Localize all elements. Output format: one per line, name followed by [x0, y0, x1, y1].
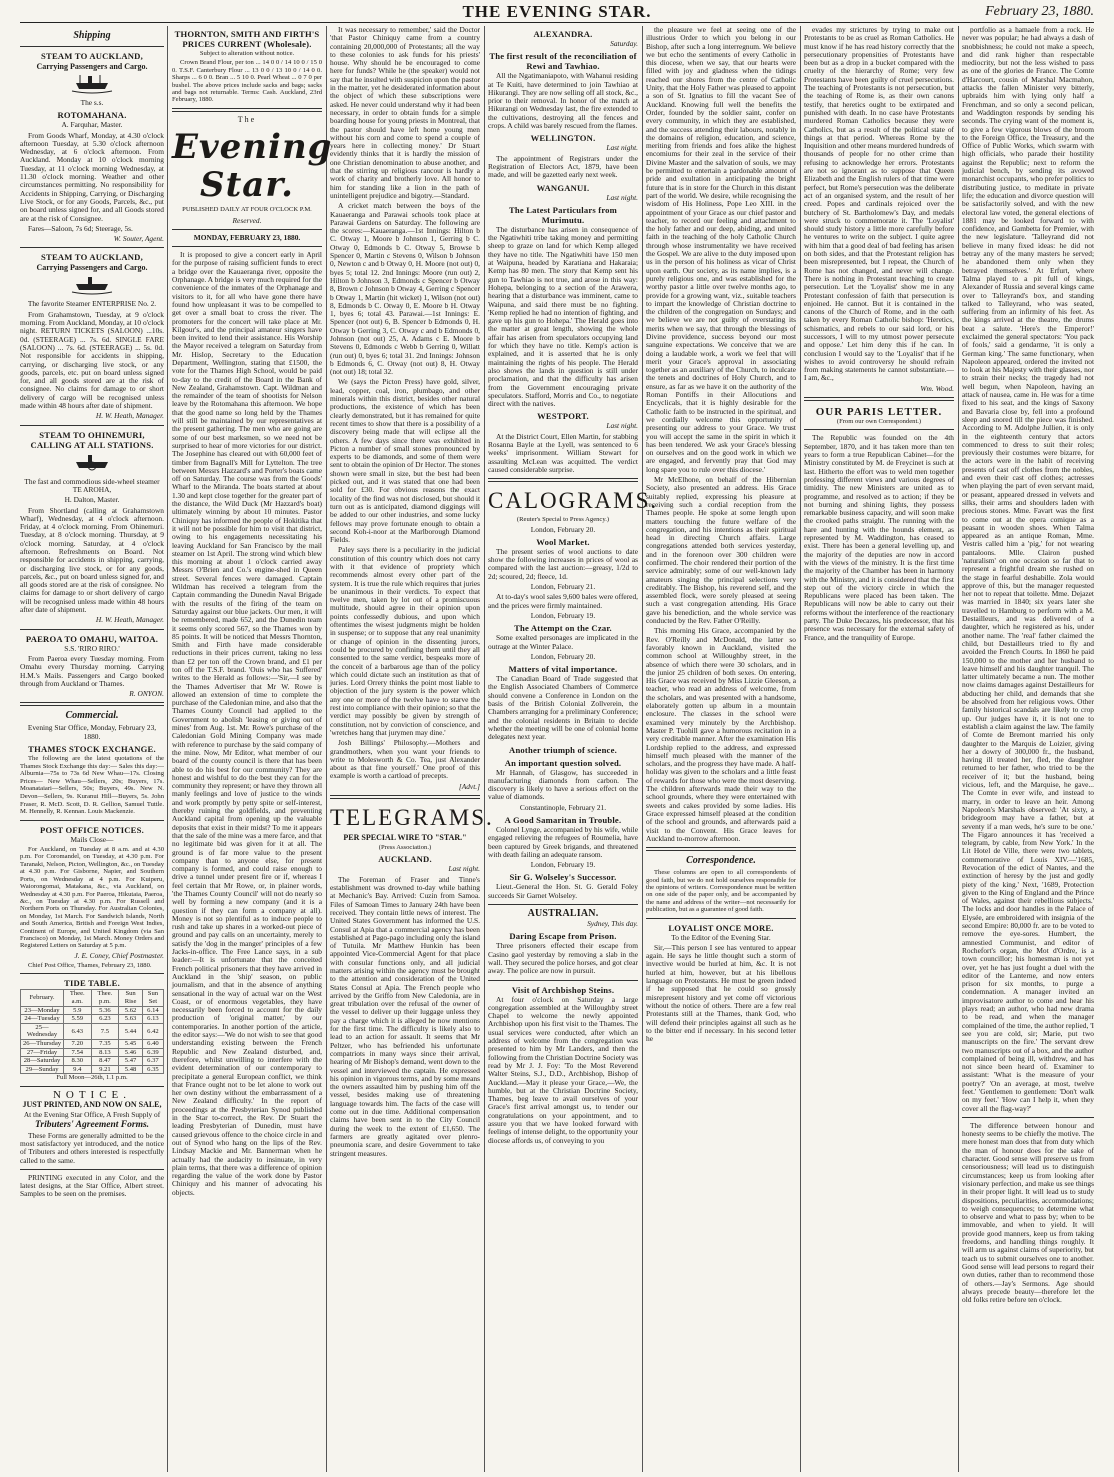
ad-heading: STEAM TO AUCKLAND, — [41, 252, 143, 263]
article-title: An important question solved. — [504, 757, 622, 768]
dateline: London, February 20. — [530, 524, 596, 534]
divider — [20, 46, 164, 47]
ad-fares: Fares—Saloon, 7s 6d; Steerage, 5s. — [28, 223, 133, 233]
article-body: At four o'clock on Saturday a large congregation assembled at the Willoughby street Chapel to welcome the newly appointed Archbishop upon his first visit to the Thames. The usual services were conducted, after which an address of welcome from the congregation was presented to him by Mr Landers, and then the following from the Christian Doctrine Society was read by Mr J. J. Foy: 'To the Most Reverend Walter Steins, S.J., D.D., Archbishop, Bishop of Auckland.—May it please your Grace,—We, the humble, but at the Christian Doctrine Society, Thames, beg leave to avail ourselves of your Grace's first arrival amongst us, to tender our congratulations on your appointment, and to assure you that we have looked forward with feelings of intense delight, to the opportunity your diocese affords us, of conveying to you — [488, 994, 638, 1145]
table-row — [21, 1048, 164, 1057]
table-cell: 6.13 — [142, 1015, 163, 1024]
post-office-notices: For Auckland, on Tuesday at 8 a.m. and at 4.30 p.m. For Coromandel, on Tuesday, at 4.30 p.m. For Taranaki, Nelson, Picton, Wellington, &c., on Tuesday at 4.30 p.m. For Gisborne, Napier, and Southern Ports, on Wednesday at 4 p.m. For Kuiperu, Waiorongomai, Matakana, &c., via Auckland, on Wednesday at 4.30 p.m. For Paeroa, Hikutaia, Paeroa, &c., on Tuesday at 4.30 p.m. For Russell and Northern Ports on Thursday. For Australian Colonies, on Monday, 1st March. For Sandwich Islands, North and South America, British and Foreign West Indies, Continent of Europe, and United Kingdom (via San Francisco) on Monday, 1st March. Money Orders and Registered Letters on Saturday at 5 p.m. — [20, 846, 164, 950]
section-subheading: PER SPECIAL WIRE TO "STAR." — [343, 833, 467, 843]
article-body: A cricket match between the boys of the Kauaeranga and Parawai schools took place at Parawai Gardens on Saturday. The following are the scores:—Kauaeranga.—1st Innings: Hilton b C. Otway 1, Moore b Johnson 1, Gerring b C. Otway 0, Edmonds b C. Otway 5, Browse b Spencer 0, Martin c Stevens 0, Wilson b Johnson 0, Newton c and b Otway 0, H. Moore (not out) 0, byes 5; total 12. 2nd Innings: Moore (run out) 2, Hilton b Johnson 3, Edmonds c Spencer b Otway 8, Brown c Johnson b Otway 4, Gerring c Spencer b Otway 1, Martin (hit wicket) 1, Wilson (not out) 8, Edmonds b C. Otway 0, E. Moore b H. Otway 1, byes 6; total 43. Parawai.—1st Innings: E. Spencer (not out) 6, B. Spencer b Edmonds 0, H. Otway b Gerring 3, C. Otway c and b Edmonds 0, Johnson (not out) 25, A. Adams c E. Moore b Stevens 0, Edmonds c Webb b Gerring 0, Willatt (run out) 0, byes 6; total 31. 2nd Innings: Johnson b Edmonds 6, C. Otway (not out) 8, H. Otway (not out) 18; total 32. — [330, 201, 480, 377]
article-body: At to-day's wool sales 9,600 bales were offered, and the prices were firmly maintained. — [488, 592, 638, 610]
divider — [20, 1086, 164, 1087]
article-title: Matters of vital importance. — [508, 664, 618, 675]
column-5 — [646, 26, 796, 1472]
article-body: The Republic was founded on the 4th September, 1870, and it has taken more than ten years to form a true Republican Cabinet—for the Ministry constituted by M. de Freycinet is such at last. Hitherto the effort was to weld men together professing different views and various degrees of timidity. The new Ministers are united as to programme, and resolved as to action; if they be not burning and shining lights, they possess remarkable business capacity, and will soon make the crooked paths straight. The running with the hare and hunting with the hounds element, as represented by M. Waddington, has ceased to exist. There has been a general levelling up, and the majority of the deputies are now in accord with the views of the ministry. It is the first time the majority of the Chamber has been in harmony with the Ministry, and it is considered that the first step out of the victory circle in which the Republicans were placed has been taken. The Republicans will now be able to carry out their reforms without the interference of the reactionary party. The Duke Decazes, his predecessor, that his presence was necessary for the external safety of France, and the tranquility of Europe. — [804, 433, 954, 642]
article-body: The disturbance has arisen in consequence of the Ngatiwhiti tribe taking money and permitting sheep to graze on land for which Kemp alleged they have no title. The Ngatiwhiti have 150 men at Waipuna, headed by Karatiana and Hakaraia; Kemp has 80 men. The story that Kemp sent his gun to Tawhiao is not true, and arose in this way: Hohepa, belonging to a section of the Arawera, hearing that a disturbance was imminent, came to Waipuna, and said there must be no fighting. 'Kemp replied he had no intention of fighting, and gave up his gun to Hohepa.' The Herald goes into the matter at great length, showing the whole affair has arisen from speculators occupying land for which they have no title. Kemp's action is explained, and it is asserted that he is only maintaining the rights of his people. The Herald also shows the lands in question is still under proclamation, and that the difficulty has arisen from the Government encouraging private speculators. Stafford, Morris and Co., to negotiate direct with the natives. — [488, 224, 638, 409]
section-heading-shipping: Shipping — [73, 30, 111, 41]
editorial-note: These columns are open to all correspondents of good faith, but we do not hold ourselves responsible for the opinions of writers. Correspondence must be written on one side of the paper only, and be accompanied by the name and address of the writer—not necessarily for publication, but as a guarantee of good faith. — [646, 869, 796, 914]
table-row — [21, 1065, 164, 1074]
divider — [646, 847, 796, 851]
table-cell: 5.59 — [64, 1015, 91, 1024]
ad-subheading: Carrying Passengers and Cargo. — [36, 263, 148, 273]
divider — [488, 904, 638, 905]
table-row — [21, 1023, 164, 1039]
article-body: Lieut.-General the Hon. St. G. Gerald Foley succeeds Sir Garnet Wolseley. — [488, 882, 638, 900]
article-heading: POST OFFICE NOTICES. — [40, 824, 144, 835]
table-header-cell: Thee. a.m. — [64, 990, 91, 1006]
ship-name: ROTOMAHANA. — [57, 110, 127, 121]
article-title: Daring Escape from Prison. — [509, 931, 617, 942]
divider — [804, 397, 954, 401]
publication-note: PUBLISHED DAILY AT FOUR O'CLOCK P.M. — [182, 206, 312, 214]
letter-salutation: To the Editor of the Evening Star. — [671, 932, 771, 942]
article-heading: AUCKLAND. — [378, 854, 432, 865]
signature: Wm. Wood. — [920, 383, 954, 393]
table-header-cell: Thee. p.m. — [91, 990, 119, 1006]
ad-heading: PAEROA TO OMAHU, WAITOA. — [25, 633, 159, 644]
timestamp: Last night. — [448, 864, 480, 874]
table-cell: 6.43 — [64, 1023, 91, 1039]
table-cell: 5.48 — [119, 1065, 143, 1074]
divider — [20, 973, 164, 974]
divider — [20, 247, 164, 248]
notice-title: NOTICE. — [52, 1088, 132, 1101]
prices-current: Crown Brand Flour, per ton ... 14 0 0 / 14 10 0 / 15 0 0. T.S.F. Canterbury Flour ... 13 0 0 / 13 10 0 / 14 0 0. Sharps ... 6 0 0. Bran ... 5 10 0. Pearl Wheat ... 0 7 0 per bushel. The above prices include sacks and bags; sacks and bags not returnable. Terms: Cash. Auckland, 23rd February, 1880. — [172, 59, 322, 104]
article-heading: WANGANUI. — [536, 182, 590, 193]
table-cell: 6.39 — [142, 1048, 163, 1057]
ad-heading: STEAM TO AUCKLAND, — [41, 51, 143, 61]
reserved-note: Reserved. — [232, 215, 262, 225]
timestamp: Sydney, This day. — [587, 919, 638, 929]
article-body: The Foreman of Fraser and Tinne's establishment was drowned to-day while bathing at Mechanic's Bay. Arrived: Cuzin from Samoa. Files of Samoan Times to January 24th have been received. They contain little news of interest. The United States Government has informed the U.S. Consul at Apia that a commercial agency has been established at Pago-pago including only the island of Tutuila. Mr Matthew Hunkin has been appointed Vice-Commercial Agent for that place with consular functions only, and all judicial matters arising within the agency must be brought to the attention and consideration of the United States Consul at Apia. The French people who arrived by the Griffo from New Caledonia, are in great tribulation over the refusal of the owner of the vessel to deliver up their luggage unless they pay a charge which it is alleged he now mentions for the first time. The difficulty is likely also to lead to an action for assault. It seems that Mr Peltzer, who has befriended his unfortunate compatriots in many ways since their arrival, hearing of Mr Bishop's demand, went down to the vessel and interviewed the captain. He expressed his opinion in vigorous terms, and by some means the owners assaulted him by pushing him off the vessel, besides making use of threatening language towards him. The facts of the case will come out in due time. Additional compensation claims have been sent in to the City Council during the week to the extent of £1,650. The farmers are greatly agitated over plenro-pneumonia scare, and desire Government to take stringent measures. — [330, 874, 480, 1158]
ad-body: From Shortland (calling at Grahamstown Wharf), Wednesday, at 4 o'clock afternoon. Friday, at 4 o'clock morning. From Ohinemuri. Tuesday, at 8 o'clock morning. Thursday, at 9 o'clock morning. Saturday, at 4 o'clock afternoon. Refreshments on Board. Not responsible for accidents in shipping, carrying, or discharging live stock, or for any goods, parcels, &c., put on board unless signed for, and all goods stored are at the risk of consignee. No claims for damage to or short delivery of cargo will be recognised unless made within 48 hours after date of shipment. — [20, 505, 164, 615]
table-cell: 8.13 — [91, 1048, 119, 1057]
ad-body: From Paeroa every Tuesday morning. From Omahu every Thursday morning. Carrying H.M.'s Mails. Passengers and Cargo booked through from Auckland or Thames. — [20, 653, 164, 688]
notice-subtitle: JUST PRINTED, AND NOW ON SALE, — [22, 1100, 162, 1110]
ship-name: S.S. 'RIRO RIRO.' — [64, 643, 120, 653]
table-cell: 6.42 — [142, 1023, 163, 1039]
issue-date: February 23, 1880. — [985, 4, 1094, 19]
article-heading: AUSTRALIAN. — [527, 908, 599, 920]
divider — [488, 478, 638, 482]
dateline: London, February 19. — [530, 860, 596, 870]
timestamp: Last night. — [606, 421, 638, 431]
table-cell: 5.9 — [64, 1006, 91, 1015]
article-body: All the Ngatimaniapoto, with Wahanui residing at Te Kuiti, have determined to join Tawhiao at Hikurangi. They are now selling off all stock, &c., prior to their removal. In honor of the match at Hikurangi on Wednesday last, the fire extended to the cultivations, destroying all the fences and crops. A child was barely rescued from the flames. — [488, 71, 638, 131]
article-body: Paley says there is a peculiarity in the judicial constitution of this country which does not carry with it that evidence of propriety which recommends almost every other part of the system. It is true the rule which requires that juries be unanimous in their verdicts. To expect that twelve men, taken by lot out of a promiscuous multitude, should agree in their opinion upon points confessedly dubious, and upon which oftentimes the wisest judgments might be holden in suspense; or to suppose that any real unanimity or change of opinion in the dissenting jurors, could be procured by confining them until they all consented to the same verdict, bespeaks more of the conceit of a barbarous age than of the policy which could dictate such an institution as that of juries. Lord Orrery thinks the point most liable to objection of the jury system is the power which any one or more of the twelve have to starve the rest into compliance with their opinion; so that the verdict may possibly be given by strength of constitution, not by conviction of conscience, and 'wretches hang that jurymen may dine.' — [330, 545, 480, 737]
ship-name: The favorite Steamer ENTERPRISE No. 2. — [27, 299, 157, 309]
section-heading-calograms: CALOGRAMS. — [488, 488, 659, 514]
divider — [646, 918, 796, 919]
column-rule — [958, 26, 959, 1472]
masthead-the: The — [237, 114, 257, 124]
ad-agent: R. ONYON. — [129, 689, 164, 699]
article-title: Visit of Archbishop Steins. — [511, 984, 615, 995]
dateline: Evening Star Office, Monday, February 23, 1880. — [27, 723, 157, 741]
table-cell: 8.30 — [64, 1057, 91, 1066]
table-cell: 9.21 — [91, 1065, 119, 1074]
article-heading: TIDE TABLE. — [64, 978, 120, 989]
column-7 — [962, 26, 1094, 1472]
table-cell: 6.23 — [91, 1015, 119, 1024]
article-body: Josh Billings' Philosophy.—Mothers and grandmothers, when you want your friends to write to Molesworth & Co. Tea, just Alexander about as that fine yourself.' One proof of this example is worth a cartload of precepts. — [330, 738, 480, 781]
article-body: portfolio as a hamaele from a rock. He never was popular; he had always a dash of snobbishness; he could not make a speech, and did rank higher than respectable mediocrity, but not the less wished to pass as one of the glories de France. The Comte d'Harcourt, cousin of Marshal Macmahon, attacks the fallen Minister very bitterly, upbraids him with lying only half a Frenchman, and so only a second pelican, and Waddington responds by sending his seconds. The crying want of the moment is, to give a few vigorous blows of the broom to the Foreign Office, the Treasury, and the Office of Public Works, which swarm with high officials, who parade their hostility against the Republic; next to reform the judicial bench, by sending its avowed monarchist occupants, who prefer politics to distributing justice, to meditate in private life; the education and divorce question will be satisfactorily solved, and with the new electoral law voted, the general elections of 1881 may be looked forward to with confidence, and Gambetta for Premier, with the new legislature. 'Talleyrand did not believe in many fixed ideas: he did not betray any of the many masters he served; he abandoned them only when they betrayed themselves.' At Erfurt, where Talma played to a pit full of kings, Alexander of Russia and several kings came over to Talleyrand's box, and standing talked to Talleyrand, who was seated, suffering from an infirmity of his feet. As the kings arrived at the theatre, the drums beat a salute. 'Here's the Emperor!' exclaimed the general spectators: 'You pack of fools,' said a gendarme, 'it is only a German king.' The same functionary, when Napoleon appeared, ordered the invited not to look at his Majesty with their glasses, nor to strain their necks; the tragedy had not well begun, when Napoleon, having an attack of nausea, came in. He was for a time fixed to his seat, and the kings of Saxony and Bavaria close by, fell into a profound sleep and snored till the piece was finished. According to M. Adolphe Jullien, it is only in the eighteenth century that actors commenced to dress to suit their roles; previously their costumes were bizarre, for the actors were in the habit of receiving presents of cast off clothes from the nobles, and even their cast off clothes; actresses when playing the part of even servant maid, or peasant, appeared dressed in velvets and silks, their arms and shoulders laden with precious stones. Mme. Favart was the first to come out at the opera comique as a peasant in wooden shoes. When Talma appeared as an antique Roman, Mme. Vestris called him a 'pig,' for not wearing pantaloons. Mlle. Clairon pushed 'naturalism' on one occasion so far that to represent a frightful dream she rushed on the stage in fearful deshabille. Zola would approve of this, but the manager requested her not to repeat that toilette. Mme. Dejazet was married in 1840; six years later she travelled to Hamburg to perform with a M. Destailleurs, and was delivered of a daughter, which he registered as his, under another name. The 'real' father claimed the child, but Destailleurs tried to fly and avoided the French Courts. In 1860 he paid 150,000 to the mother and her husband to leave himself and his daughter tranquil. The latter ultimately became a nun. The mother now claims damages against Destailleurs for abducting her child, and demands that she be absolved from her religious vows. Other family historical scandals are likely to crop up. Our judges have it, it is not one to establish a claim against the law. The family of Comte de Bremont married his only daughter to the Marquis de Loizier, giving her a dowry of 300,000 fr., the husband, having ill treated her, fled, the daughter returned to her father, who tried to be the receiver of it; but the husband, being vicious, left, and the Marquise, he gave... The Comte in ever wife, and instead to marry, in order to leave an heir. Among Napoleon's Marshals observed: 'At sixty, a bridegroom may have a father, but at seventy if a man weds, he's sure to be one.' The Figaro announces it has 'received a telegram, by cable, from New York.' In the Lit Hotel de Ville, there were two tablets, commemorative of Louis XIV.—'1685, Revocation of the edict of Nantes, and the extinction of heresy by the just and godly piety of the king.' Next, '1689, Protection given to the King of England and the Prince of Wales, against their rebellious subjects.' The locks and door handles in the Palace of Elysée, are embroidered with insignia of the second Empire: 80,000 fr. are to be voted to remove the eye-sores. Humbert, the amnestied Communist, and editor of Rochefort's organ, the Mot d'Ordre, is a town councillor; his homesman is not yet over, yet he has just fought a duel with the editor of the Lanterne, and now enters prison for six months, to purge a condemnation. A manager invited an improvisatore author to come and hear his plays read; an author, who had new drama to be read, and when the manager complained of the time, the author replied, 'I see you are cold, sir; Marie, put two manuscripts on the fire.' The servant drew two manuscripts out of a box, and the author complained of being ill, withdrew, and has not since been heard of. Examiner to assistant: 'What is the measure of your poetry?' 'On an average, at most, twelve feet.' 'Gentlemen to gentlemen: 'Don't walk on my feet.' 'How can I help it, when they cover all the flag-way?' — [962, 25, 1094, 1113]
article-body: Some exalted personages are implicated in the outrage at the Winter Palace. — [488, 633, 638, 651]
table-cell: 8.47 — [91, 1057, 119, 1066]
divider — [804, 429, 954, 430]
article-body: Colonel Lynge, accompanied by his wife, while engaged relieving the refugees of Roumelia, have been captured by Greek brigands, and threatened with death failing an adequate ransom. — [488, 825, 638, 859]
tide-table — [20, 989, 164, 1074]
table-cell: 7.54 — [64, 1048, 91, 1057]
ship-master: H. Dalton, Master. — [64, 495, 120, 505]
steamship-icon — [70, 452, 114, 476]
dateline: Chief Post Office, Thames, February 23, 1880. — [28, 962, 152, 970]
divider — [172, 108, 322, 112]
table-cell: 7.5 — [91, 1023, 119, 1039]
section-heading-telegrams: TELEGRAMS. — [330, 805, 494, 831]
table-cell: 29—Sunday — [21, 1065, 64, 1074]
article-body: Mr Hannah, of Glasgow, has succeeded in manufacturing diamonds from carbon. The discovery is likely to have a serious effect on the value of diamonds. — [488, 767, 638, 802]
newspaper-title: THE EVENING STAR. — [462, 2, 652, 21]
signature: J. E. Coney, Chief Postmaster. — [74, 950, 164, 960]
ad-agent: W. Souter, Agent. — [113, 234, 164, 244]
divider — [20, 820, 164, 821]
article-body: The Canadian Board of Trade suggested that the English Associated Chambers of Commerce should convene a Conference in London on the basis of the British Colonial Zollverein, the Chambers arranging for a preliminary Conference; and the colonial residents in Britain to decide whether the meeting will be one of colonial home delegates next year. — [488, 674, 639, 742]
dateline: London, February 19. — [530, 610, 596, 620]
ad-heading: THORNTON, SMITH AND FIRTH'S PRICES CURRENT (Wholesale). — [174, 29, 320, 49]
steamship-icon — [70, 73, 114, 97]
divider — [20, 425, 164, 426]
table-cell: 5.44 — [119, 1023, 143, 1039]
divider — [330, 795, 480, 799]
divider — [20, 629, 164, 630]
article-body: Three prisoners effected their escape from Casino gaol yesterday by removing a slab in the wall. They secured the police horses, and got clear away. The police are now in pursuit. — [488, 941, 638, 976]
table-cell: 5.62 — [119, 1006, 143, 1015]
article-body: The present series of wool auctions to date show the following increases in prices of wool as compared with the last auction:—greasy, 1/2d to 2d; scoured, 2d; fleece, 1d. — [488, 546, 638, 581]
table-cell: 7.35 — [91, 1040, 119, 1049]
table-cell: 26—Thursday — [21, 1040, 64, 1049]
table-cell: 6.14 — [142, 1006, 163, 1015]
column-rule — [800, 26, 801, 1472]
table-cell: 28—Saturday — [21, 1057, 64, 1066]
tide-footnote: Full Moon—26th, 1.1 p.m. — [56, 1074, 128, 1082]
ad-agent: H. W. Heath, Manager. — [95, 615, 164, 625]
divider — [172, 229, 322, 230]
column-6 — [804, 26, 954, 1472]
divider — [962, 1117, 1094, 1118]
source-note: (Press Association.) — [378, 844, 432, 852]
column-4 — [488, 26, 659, 1472]
article-title: The Latest Particulars from Murimutu. — [508, 204, 618, 225]
letter-body: evades my strictures by trying to make out Protestants to be as cruel as Roman Catholics. He must know if he has read history correctly that the persecutionary propensities of Protestants have been but as a drop in a bucket compared with the cruelty of the hierarchy of Rome; very few Protestants have been guilty of cruel persecutions. The teaching of Protestants is not persecution, but the teaching of Rome is, as their own canons testify, that heretics ought to be extirpated and punished with death. In no case have Protestants murdered Roman Catholics because they were Catholics, but as a result of the political state of things at that period. Whereas Rome by the Inquisition and other means murdered hundreds of thousands of people for no other crime than refusing to acknowledge her errors. Protestants are not so ignorant as to suppose that Queen Elizabeth and the English rulers of that time were perfect, but Rome's persecution was the deliberate act of an organised system, and the result of her creed. Popes and cardinals rejoiced over the butchery of St. Bartholomew's Day, and medals were struck to commemorate it. The 'Loyalist' should study history a little more carefully before he ventures to write on the subject. I quite agree with him that a good deal of bad feeling has arisen on both sides, and that the Protestant religion has been misrepresented, but I repeat, the Church of Rome has not changed, and never will change. There is nothing in Protestant teaching to create persecution. Let the 'Loyalist' show me in any Protestant confession of faith that persecution is enjoined. He cannot. But it is contained in the canons of the Church of Rome, and in the oath taken by every Roman Catholic bishop: 'Heretics, schismatics, and rebels to our said lord, or his successors, I will to my utmost power persecute and oppose.' Let him deny this if he can. In conclusion I would say to the 'Loyalist' that if he wishes to avoid controversy he should refrain from making statements he cannot substantiate.—I am, &c., — [804, 25, 954, 383]
column-3 — [330, 25, 494, 1472]
article-heading: OUR PARIS LETTER. — [815, 406, 943, 419]
timestamp: Saturday. — [610, 39, 638, 48]
article-title: The Attempt on the Czar. — [514, 623, 612, 634]
article-heading: WESTPORT. — [537, 411, 589, 422]
table-cell: 5.46 — [119, 1048, 143, 1057]
article-heading: THAMES STOCK EXCHANGE. — [28, 744, 156, 755]
source-note: (Reuter's Special to Press Agency.) — [516, 516, 610, 524]
ship-name: The fast and commodious side-wheel steamer TE AROHA, — [24, 476, 160, 494]
article-body: The difference between honour and honesty seems to be chiefly the motive. The mere honest man does that from duty which the man of honour does for the sake of character. Good sense will preserve us from censoriousness; will lead us to distinguish circumstances; keep us from looking after visionary perfection, and make us see things in their proper light. It will lead us to study dispositions, peculiarities, accommodations; to weigh consequences; to determine what to observe and what to pass by; when to be immovable, and when to yield. It will provide good manners, keep us from taking freedoms, and handling things roughly. It will arm us against claims of superiority, but teach us to submit ourselves one to another. Good sense will lead persons to regard their own duties, rather than to recommend those of others.—Jay's Sermons. Age should always precede beauty—therefore let the old folks retire before ten o'clock. — [962, 1120, 1094, 1305]
column-rule — [326, 26, 327, 1472]
column-1 — [20, 26, 164, 1472]
section-heading-commercial: Commercial. — [65, 710, 119, 722]
masthead — [20, 0, 1094, 23]
article-title: Sir G. Wolseley's Successor. — [509, 872, 617, 883]
stock-quotes: The following are the latest quotations of the Thames Stock Exchange this day:— Sales this day:— Alburnia—75s to 73s 6d New Whau—17s. Closing Prices— New Whau—Sellers, 20s; Buyers, 17s. Moanataiari—Sellers, 50s; Buyers, 49s. New N. Devon—Sellers, 9s. Kuranui Hill—Buyers, 5s. John Fraser, R. McD. Scott, D. R. Gellion, Samuel Tuttle. M. Hennelly, R. Kennan. Louis Mackenzie. — [20, 755, 164, 816]
table-header-row — [21, 990, 164, 1006]
letter-body: Sir,—This person I see has ventured to appear again. He says he little thought such a storm of invective would be hurled at him, &c. It is not hurled at him, however, but at his libellous language on Protestants. He must be green indeed if he supposed that he could so grossly misrepresent history and yet come off victorious without the notice of others. There are a few real Protestants still at the Thames, thank God, who will defend their principles against all such as he to the bitter end if necessary. In his second letter he — [646, 942, 796, 1044]
article-heading: WELLINGTON. — [530, 133, 596, 144]
timestamp: Last night. — [606, 192, 638, 202]
notice-product: Tributers' Agreement Forms. — [34, 1120, 150, 1131]
ad-subheading: Carrying Passengers and Cargo. — [36, 62, 148, 71]
divider — [20, 1169, 164, 1170]
masthead-logo: Evening Star. — [172, 127, 333, 206]
ad-subheading: Subject to alteration without notice. — [199, 50, 295, 57]
table-row — [21, 1015, 164, 1024]
table-row — [21, 1006, 164, 1015]
article-body: It was necessary to remember,' said the Doctor 'that Pastor Chiniquy came from a country containing 20,000,000 of Protestants; all the way to these colonies to ask funds for his priests' house. Why should he be encouraged to come here for funds? While he (the speaker) would not say that he insulted with suspicion upon the pastor in the matter, yet he desiderated information about the object of which these subscriptions were asked. He never could understand why it had been necessary, in order to obtain funds for a simple boarding house for young priests in Montreal, that the pastor should have left home young men without his corn and come to spend a couple of years here in collecting money.' Dr Stuart evidently thinks that it is hardly the mission of one Christian denomination to abuse another, and that the stirring up religious rancour is hardly a work of charity and brotherly love. All honor to him for standing like a lion in the path of unintelligent prejudice and bigotry.—Standard. — [330, 25, 480, 200]
ad-body: From Grahamstown, Tuesday, at 9 o'clock morning. From Auckland, Monday, at 10 o'clock night. RETURN TICKETS (SALOON) ...10s. 0d. (STEERAGE) ... 7s. 6d. SINGLE FARE (SALOON) ... 7s. 6d. (STEERAGE) ... 5s. 0d. Not responsible for accidents in shipping, carrying, or discharging live stock, or any goods, parcels, etc. put on board unless signed for, and all goods stored are at the risk of consignee. No claims for damage to or short delivery of cargo will be recognised unless made within 48 hours after date of shipment. — [20, 309, 164, 411]
divider — [20, 702, 164, 706]
dateline: London, February 20. — [530, 651, 596, 661]
dateline: Constantinople, February 21. — [519, 802, 607, 812]
byline: (From our own Correspondent.) — [836, 418, 922, 426]
column-rule — [642, 26, 643, 1472]
notice-text: These Forms are generally admitted to be the most satisfactory yet introduced, and the notice of Tributers and others interested is respectfully called to the same. — [20, 1130, 164, 1165]
dateline: MONDAY, FEBRUARY 23, 1880. — [193, 232, 301, 242]
table-cell: 7.20 — [64, 1040, 91, 1049]
printing-ad: PRINTING executed in any Color, and the latest designs, at the Star Office, Albert street. Samples to be seen on the premises. — [20, 1172, 164, 1199]
article-body: It is proposed to give a concert early in April for the purpose of raising sufficient funds to erect a bridge over the Kauaeranga river, opposite the Orphanage. A bridge is very much required for the convenience of the inmates of the Orphanage and visitors to it, for all who have gone there have found how unpleasant it was to be compelled to get over a small boat to cross the river. The promoters for the concert will take place at Mr. Kilgour's, and the principal amateur singers have been invited to lend their assistance. His Worship the Mayor received a telegram on Saturday from Mr. Hislop, Secretary to the Education Department, Wellington, stating that £1500, the vote for the Thames High School, would be paid to-day to the credit of the Board in the Bank of New Zealand, Grahamstown. Capt. Wildman and the remainder of the team of shootists for Nelson leave by the Rotomahana this afternoon. We hope that the good name so long held by the Thames will still be maintained by our representatives at the present gathering. The men who are going are some of our best marksmen, so we need not be surprised to hear of more victories for our district. The Josephine has cleared out with 60,000 feet of timber from Bagnall's Mill for Lyttelton. The tree between Messrs Hazzard's and Porter's boats came off on Saturday. The course was from the Goods' Wharf to the Miranda. The boats started at about 1.30 and kept close together for the greater part of the distance, the Wild Duck (Mr Hazzard's boat) ultimately winning by about 10 minutes. Pastor Chiniquy has informed the people of Hokitika that it will not be possible for him to visit that district, owing to his engagements necessitating his leaving Auckland for San Francisco by the mail steamer on 1st April. The strong wind which blew this morning at about 1 o'clock carried away Messrs O'Brien and Co.'s engine-shed in Queen street. Several fences were damaged. Captain Wildman has received a telegram from the Captain commanding the Dunedin Naval Brigade with the results of the firing of the team on Saturday against our blue jackets. Our men, it will be remembered, made 652, and the Dunedin team it seems only scored 567, so the Thames won by 85 points. It will be noticed that Messrs Thornton, Smith and Firth have made considerable reductions in their prices current, taking no less than £2 per ton off the Crown brand, and £1 per ton off the T.S.F. brand. 'Ouis who has Suffered' writes to the Herald as follows:—'Sir,—I see by the Thames Advertiser that Mr W. Rowe is allowed an extension of time to complete the purchase of the Caledonian mine, and also that the Thames County Council had applied to the Government to abolish 'leasing or giving out of mines' from Aug. 1st. Mr. Rowe's purchase of the Caledonian Gold Mining Company was made with reference to purchase by the said company of the mine. Now, Mr Editor, what member of our board of the county council is there that has been able to do his best for our community? They are honest and wishful to do the best they can for the community they represent; or have they thrown all manly feelings and love of justice to the winds and work promptly by petty spite or self-interest, thereby ruining the goldfields, and preventing Auckland capital from opening up the valuable deposits that exist in their midst? To me it appears that the sale of the mine was a mere farce, and that no legitimate bid was given for it at all. The ground is of far more value to the present company than to anyone else, for present company is formed, and could raise enough to drive a tunnel under present fire or if, whereas I feel certain that Mr Rowe, or, in plainer words, 'the Thames County Council' will not do nearly so well by forming a new company (and it is a question if they can form a company at all). Money is not so plentiful as to induce people to rush and take up shares in a worked-out piece of ground and pay calls on an uncertainty, merely to satisfy the 'dog in the manger' principles of a few Jacks-in-office. The Free Lance says, in a sub leader:—It is unfortunate that the conceited French political prisoners that they have arrived in Auckland in the 'ship' season, on public journalism, and that in the absence of anything sensational in the way of actual war on the West Coast, or of enormous vegetables, they have necessarily been forced to account for the daily production of 'original matter,' by our contemporaries. In another portion of the article, the editor says:—'We do not wish to see that good understanding existing between the French Republic and New Zealand disturbed, and, therefore, whilst unwilling to interfere with the evident determination of our contemporary to precipitate a general European conflict, we think that France ought not to be let alone to work out her own destiny without the embarrassment of a New Zealand difficulty.' In the report of proceedings at the Presbyterian Synod published in the Star to-correct, the Rev. Dr Stuart the leading Presbyterian of Dunedin, must have caused grievous offence to the choice circle in and out of Synod who hang on the lips of the Rev. Lindsay Mackie and Mr. Bannerman when he actually had the audacity to insinuate, in very plain terms, that there was a difference of opinion regarding the value of the work done by Pastor Chiniquy and his manner of advocating his objects. — [172, 250, 322, 1197]
divider — [172, 246, 322, 247]
article-body: Mr McElhone, on behalf of the Hibernian Society, also presented an address. His Grace suitably replied, expressing his pleasure at receiving such a cordial reception from the Thames people. He spoke at some length upon matters touching the future welfare of the congregation, and his intentions as their spiritual head in directing Church affairs. Large congregations attended both services yesterday, and in the forenoon over 300 children were confirmed. The choir rendered their portion of the service admirably; some of our well-known lady amateurs singing the principal selections very creditably. The Bishop, his reverend self, and the assembled flock, were sorely pleased at seeing such a vast congregation attending. His Grace gave his benediction, and the whole service was conducted by the Rev. Father O'Reilly. — [646, 475, 796, 626]
table-header-cell: Sun Set — [142, 990, 163, 1006]
table-cell: 9.4 — [64, 1065, 91, 1074]
dateline: London, February 21. — [530, 582, 596, 592]
table-header-cell: Sun Rise — [119, 990, 143, 1006]
table-cell: 24—Tuesday — [21, 1015, 64, 1024]
column-rule — [167, 26, 168, 1472]
table-cell: 5.47 — [119, 1057, 143, 1066]
column-2 — [172, 26, 333, 1472]
table-cell: 5.45 — [119, 1040, 143, 1049]
article-body: This morning His Grace, accompanied by the Rev. O'Reilly and McDonald, the latter so favorably known in Auckland, visited the common school at Willoughby street, in the absence of which there were 30 scholars, and in the junior 25 children of both sexes. On entering, His Grace was received by Miss Lizzie Gleeson, a teacher, who read an address of welcome, from the scholars, and was presented with a handsome, elaborately gotten up album in a mountain enclosure. The classes in the school were examined very minutely by the Archbishop. Master P. Tuohill gave a humorous recitation in a very creditable manner. After the examination His Lordship replied to the address, and expressed himself much pleased with the manner of the scholars, and the progress they have made. A half-holiday was given to the scholars and a little feast of rewards for those who were the most deserving. The children afterwards made their way to the school grounds, where they were entertained with sweets and cakes provided by some ladies. His Grace expressed himself pleased at the condition of the school and grounds, and afterwards paid a visit to the Convent. His Grace leaves for Auckland to-morrow afternoon. — [646, 626, 796, 843]
article-body: We (says the Picton Press) have gold, silver, lead, copper, coal, iron, plumbago, and other minerals within this district, besides other natural productions, the existence of which has been clearly demonstrated, but it has remained for quite recent times to show that there is a possibility of a discovery being made that will eclipse all the others. A few days since there was exhibited in Picton a number of small stones pronounced by experts to be diamonds, and some of them were sent to obtain the opinion of Dr Hector. The stones shown were small in size, but the best had been picked out, and it was stated that one had been sold for £30. For obvious reasons the exact locality of the find was not disclosed, but should it turn out as is anticipated, diamond diggings will be added to our other industries, and some lucky fellows may prove fortunate enough to obtain a second Koh-i-noor at the Marlborough Diamond Fields. — [330, 377, 480, 545]
article-body: The appointment of Registrars under the Registration of Electors Act, 1879, have been made, and will be gazetted early next week. — [488, 153, 638, 180]
ad-heading: STEAM TO OHINEMURI, CALLING AT ALL STATIONS. — [30, 429, 154, 450]
article-title: A Good Samaritan in Trouble. — [504, 815, 622, 825]
article-body: At the District Court, Ellen Martin, for stabbing Rosanna Bayle at the Lyell, was sentenced to 6 weeks' imprisonment. William Stewart for assaulting McLean was acquitted. The verdict caused considerable surprise. — [488, 431, 638, 474]
notice-text: At the Evening Star Office, A Fresh Supply of — [23, 1110, 161, 1120]
table-cell: 27—Friday — [21, 1048, 64, 1057]
section-heading-correspondence: Correspondence. — [686, 855, 756, 867]
column-rule — [484, 26, 485, 1472]
article-title: The first result of the reconciliation of Rewi and Tawhiao. — [489, 51, 637, 72]
divider — [488, 980, 638, 981]
table-cell: 6.37 — [142, 1057, 163, 1066]
table-cell: 5.63 — [119, 1015, 143, 1024]
table-cell: 5.36 — [91, 1006, 119, 1015]
letter-heading: LOYALIST ONCE MORE. — [668, 922, 774, 933]
ship-master: A. Farquhar, Master. — [61, 120, 123, 130]
table-row — [21, 1057, 164, 1066]
table-header-cell: February. — [21, 990, 64, 1006]
table-cell: 6.40 — [142, 1040, 163, 1049]
table-cell: 6.35 — [142, 1065, 163, 1074]
table-cell: 25—Wednesday — [21, 1023, 64, 1039]
timestamp: Last night. — [606, 143, 638, 153]
table-row — [21, 1040, 164, 1049]
article-title: Wool Market. — [536, 536, 590, 547]
article-heading: ALEXANDRA. — [533, 29, 593, 39]
article-body: the pleasure we feel at seeing one of the illustrious Order to which you belong in our Bishop, after such a long interregnum. We believe we but echo the sentiments of every Catholic in this diocese, when we say, that our hearts were filled with joy and gladness when the tidings reached our shores from the centre of Catholic Unity, that the Holy Father was pleased to appoint a son of St. Ignatius to fill the vacant See of Auckland. Knowing full well the benefits the Order, founded by the soldier saint, confer on every community, in which they are established, and the success attending their labours, notably in the domains of religion, education, and science, meriting from friends and foes alike the highest encomiums for their zeal in the service of their Divine Master and the salvation of souls, we may be permitted to entertain a pardonable amount of pride and exultation in anticipating the bright future that is in store for the Church in this distant part of the world. We desire, while recognising the wisdom of His Holiness, Pope Leo XIII. in the appointment of your Grace as our chief pastor and teacher, to record our feeling and attachment to the holy father and our deep, abiding, and united faith in the teaching of the holy Catholic Church through whose instrumentality we have received the Gospel. We are alive to the duty imposed upon us in the person of his holiness as vicar of Christ upon earth. Our society, as its name implies, is a purely religious one, and was established for the worthy pastor a little over twelve months ago, to provide for a growing want, viz., suitable teachers to impart the knowledge of Christian doctrine to the children of the congregation on Sundays; and we believe we are not guilty of overstating its merits when we say, that through the blessings of Divine providence, success beyond our most sanguine expectations. We conceive that we are doing a laudable work, a work we feel that will merit your Grace's approval in associating together as an auxiliary of the Church, to inculcate the tenets and doctrines of Holy Church, and to ensure, as far as we have it on the authority of the Roman Pontiffs in their Allocutions and Encyclicals, that it is highly desirable for the Catholic faith to be instructed in the spiritual, and we cordially welcome this opportunity of presenting our address to your Grace. We trust you will accept the same in the spirit in which it has been tendered. We ask your Grace's blessing on ourselves and on the good work in which we are engaged, and fervently pray that God may long spare you to rule over this diocese.' — [646, 25, 796, 474]
ad-body: From Goods Wharf, Monday, at 4.30 o'clock afternoon Tuesday, at 5.30 o'clock afternoon Wednesday, at 6 o'clock afternoon. From Auckland. Monday at 10 o'clock morning Tuesday, at 11 o'clock morning Wednesday, at 11.30 o'clock morning. Weather and other circumstances permitting. No responsibility for Accidents in Shipping, Carrying, or Discharging Live Stock, or for any Goods, Parcels, &c., put on board unless signed for, and all Goods stored are at the risk of Consignee. — [20, 130, 164, 223]
advert-mark: [Advt.] — [458, 781, 480, 791]
steamship-icon — [70, 274, 114, 298]
table-cell: 23—Monday — [21, 1006, 64, 1015]
ad-agent: H. W. Heath, Manager. — [95, 411, 164, 421]
article-title: Another triumph of science. — [509, 744, 617, 755]
subheading: Mails Close— — [70, 834, 114, 844]
ad-text: The s.s. — [80, 98, 104, 107]
